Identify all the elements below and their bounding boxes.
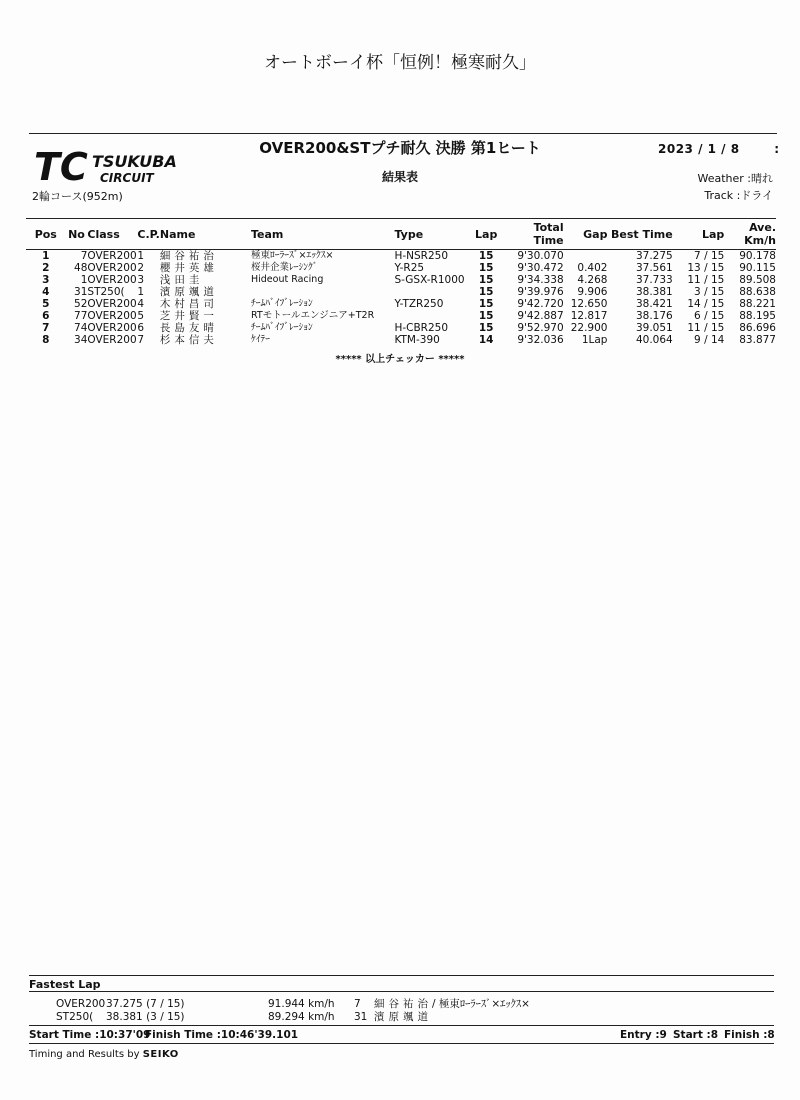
fastest-lap-no: 31: [354, 1011, 368, 1023]
cell-total-time: 9'30.472: [517, 262, 564, 274]
start-count: Start :8: [673, 1029, 719, 1041]
result-row: [26, 298, 776, 310]
cell-best-lap: 14 / 15: [687, 298, 725, 310]
fastest-lap-title: Fastest Lap: [29, 978, 101, 991]
col-pos: Pos: [26, 219, 66, 250]
col-average: [724, 219, 776, 250]
cell-name: 芝井賢一: [159, 310, 218, 322]
checker-note: ***** 以上チェッカー *****: [335, 354, 465, 365]
results-header-row: [26, 219, 776, 250]
cell-name: 長島友晴: [159, 322, 218, 334]
track-condition-label: Track :ドライ: [704, 189, 773, 202]
cell-pos: 3: [42, 274, 50, 286]
fastest-lap-name: 濱原颯道: [374, 1011, 432, 1023]
cell-average: 88.195: [739, 310, 776, 322]
event-title: オートボーイ杯「恒例！極寒耐久」: [264, 53, 536, 73]
col-average-line2: Km/h: [744, 234, 776, 247]
cell-name: 浅田圭: [159, 274, 204, 286]
cell-average: 83.877: [739, 334, 776, 346]
cell-no: 31: [74, 286, 88, 298]
cell-cp: 1: [137, 250, 145, 262]
cell-best-lap: 11 / 15: [687, 322, 725, 334]
fastest-lap-speed: 91.944 km/h: [268, 998, 335, 1010]
cell-class: OVER200: [87, 322, 137, 334]
cell-type: H-CBR250: [394, 322, 449, 334]
cell-gap: [564, 250, 608, 263]
cell-class: OVER200: [87, 250, 137, 262]
cell-total-time: 9'34.338: [517, 274, 564, 286]
cell-best-time: 37.733: [635, 274, 673, 286]
cell-type: S-GSX-R1000: [394, 274, 465, 286]
cell-pos: 4: [42, 286, 50, 298]
cell-lap: 15: [478, 250, 494, 262]
fastest-lap-row: [56, 1009, 432, 1024]
cell-no: 48: [74, 262, 88, 274]
cell-name: 木村昌司: [159, 298, 218, 310]
logo-mark: TC: [34, 145, 88, 189]
logo-line1: TSUKUBA: [92, 152, 177, 171]
cell-no: 77: [74, 310, 88, 322]
cell-best-time: 38.421: [635, 298, 673, 310]
col-best-lap: Lap: [673, 219, 725, 250]
fastest-lap-title-rule: [29, 991, 774, 992]
col-total-time: Total Time: [500, 219, 564, 250]
result-row: [26, 310, 776, 322]
cell-team: Hideout Racing: [250, 274, 324, 285]
fastest-lap-speed: 89.294 km/h: [268, 1011, 335, 1023]
cell-average: 86.696: [739, 322, 776, 334]
result-row: [26, 274, 776, 286]
cell-best-time: 38.176: [635, 310, 673, 322]
cell-lap: 15: [478, 274, 494, 286]
race-date-value: 2023 / 1 / 8: [658, 142, 740, 156]
cell-pos: 8: [42, 334, 50, 346]
cell-team: RTモトールエンジニア+T2R: [250, 310, 375, 321]
cell-cp: 4: [137, 298, 145, 310]
result-row: [26, 334, 776, 346]
cell-pos: 2: [42, 262, 50, 274]
cell-average: 90.178: [739, 250, 776, 262]
cell-lap: 15: [478, 262, 494, 274]
cell-gap: 0.402: [577, 262, 608, 274]
cell-team: ｹｲﾃｰ: [250, 334, 270, 345]
fastest-lap-class: OVER200: [56, 998, 106, 1010]
cell-type: Y-TZR250: [394, 298, 444, 310]
col-type: Type: [394, 219, 472, 250]
cell-lap: 14: [478, 334, 494, 346]
entry-count: Entry :9: [620, 1029, 667, 1041]
cell-team: 桜井企業ﾚｰｼﾝｸﾞ: [250, 262, 318, 273]
cell-name: 濱原颯道: [159, 286, 218, 298]
course-label: 2輪コース(952m): [32, 190, 123, 203]
weather-label: Weather :晴れ: [697, 172, 773, 185]
cell-cp: 3: [137, 274, 145, 286]
fastest-lap-name: 細谷祐治: [374, 998, 432, 1010]
cell-total-time: 9'39.976: [517, 286, 564, 298]
cell-team: [251, 286, 394, 298]
cell-total-time: 9'30.070: [517, 250, 564, 262]
cell-class: ST250(: [87, 286, 125, 298]
race-title: OVER200&STプチ耐久 決勝 第1ヒート: [259, 139, 541, 157]
race-date: [658, 142, 780, 156]
cell-best-lap: 3 / 15: [694, 286, 725, 298]
cell-no: 7: [80, 250, 88, 262]
result-row: [26, 322, 776, 334]
start-time: Start Time :10:37'09: [29, 1029, 151, 1041]
cell-gap: 12.817: [570, 310, 608, 322]
cell-team: 極東ﾛｰﾗｰｽﾞ×ｴｯｸｽ×: [250, 250, 334, 261]
cell-average: 88.221: [739, 298, 776, 310]
cell-gap: 12.650: [570, 298, 608, 310]
cell-pos: 6: [42, 310, 50, 322]
results-body: [26, 250, 776, 347]
cell-class: OVER200: [87, 310, 137, 322]
result-row: [26, 262, 776, 274]
cell-cp: 6: [137, 322, 145, 334]
fastest-lap-top-rule: [29, 975, 774, 976]
cell-average: 90.115: [739, 262, 776, 274]
col-no: No: [66, 219, 88, 250]
timing-credit: [29, 1049, 179, 1060]
cell-type: [394, 310, 472, 322]
cell-cp: 1: [137, 286, 145, 298]
col-lap: Lap: [472, 219, 500, 250]
cell-gap: 4.268: [577, 274, 608, 286]
cell-no: 74: [74, 322, 88, 334]
cell-lap: 15: [478, 298, 494, 310]
logo-line2: CIRCUIT: [100, 171, 154, 185]
result-row: [26, 250, 776, 263]
cell-cp: 5: [137, 310, 145, 322]
cell-best-time: 39.051: [635, 322, 673, 334]
cell-name: 杉本信夫: [159, 334, 218, 346]
footer-top-rule: [29, 1025, 774, 1026]
fastest-lap-class: ST250(: [56, 1011, 94, 1023]
cell-lap: 15: [478, 310, 494, 322]
cell-class: OVER200: [87, 334, 137, 346]
cell-pos: 5: [42, 298, 50, 310]
fastest-lap-time: 37.275 (7 / 15): [106, 998, 185, 1010]
cell-pos: 7: [42, 322, 50, 334]
cell-best-time: 38.381: [635, 286, 673, 298]
fastest-lap-team: / 極東ﾛｰﾗｰｽﾞ×ｴｯｸｽ×: [432, 998, 530, 1010]
cell-no: 34: [74, 334, 88, 346]
cell-name: 櫻井英雄: [159, 262, 218, 274]
col-best-time: Best Time: [607, 219, 672, 250]
cell-best-lap: 7 / 15: [694, 250, 725, 262]
cell-best-time: 40.064: [635, 334, 673, 346]
footer-bottom-rule: [29, 1043, 774, 1044]
cell-total-time: 9'32.036: [517, 334, 564, 346]
cell-best-lap: 9 / 14: [694, 334, 725, 346]
cell-team: ﾁｰﾑﾊﾞｲﾌﾞﾚｰｼｮﾝ: [250, 298, 313, 309]
col-average-line1: Ave.: [749, 221, 776, 234]
cell-cp: 2: [137, 262, 145, 274]
cell-best-lap: 11 / 15: [687, 274, 725, 286]
cell-total-time: 9'42.887: [517, 310, 564, 322]
cell-class: OVER200: [87, 298, 137, 310]
race-date-suffix: :: [774, 142, 780, 156]
col-team: Team: [251, 219, 394, 250]
result-row: [26, 286, 776, 298]
cell-name: 細谷祐治: [159, 250, 218, 262]
cell-gap: 1Lap: [581, 334, 608, 346]
finish-count: Finish :8: [724, 1029, 775, 1041]
cell-total-time: 9'52.970: [517, 322, 564, 334]
cell-gap: 9.906: [577, 286, 608, 298]
cell-class: OVER200: [87, 274, 137, 286]
cell-type: [394, 286, 472, 298]
cell-team: ﾁｰﾑﾊﾞｲﾌﾞﾚｰｼｮﾝ: [250, 322, 313, 333]
col-name: Name: [160, 219, 251, 250]
cell-average: 88.638: [739, 286, 776, 298]
col-cp: C.P.: [137, 219, 159, 250]
timing-credit-text: Timing and Results by: [29, 1049, 140, 1060]
cell-average: 89.508: [739, 274, 776, 286]
finish-time: Finish Time :10:46'39.101: [145, 1029, 299, 1041]
cell-total-time: 9'42.720: [517, 298, 564, 310]
cell-pos: 1: [42, 250, 50, 262]
cell-best-lap: 6 / 15: [694, 310, 725, 322]
cell-no: 52: [74, 298, 88, 310]
cell-no: 1: [80, 274, 88, 286]
cell-type: KTM-390: [394, 334, 440, 346]
cell-best-time: 37.561: [635, 262, 673, 274]
fastest-lap-time: 38.381 (3 / 15): [106, 1011, 185, 1023]
cell-class: OVER200: [87, 262, 137, 274]
cell-gap: 22.900: [570, 322, 608, 334]
cell-lap: 15: [478, 286, 494, 298]
cell-lap: 15: [478, 322, 494, 334]
col-class: Class: [87, 219, 137, 250]
results-table: [26, 218, 776, 346]
cell-best-lap: 13 / 15: [687, 262, 725, 274]
results-subtitle: 結果表: [381, 170, 418, 184]
cell-type: Y-R25: [394, 262, 425, 274]
fastest-lap-no: 7: [354, 998, 361, 1010]
col-gap: Gap: [564, 219, 608, 250]
cell-cp: 7: [137, 334, 145, 346]
cell-type: H-NSR250: [394, 250, 448, 262]
cell-best-time: 37.275: [635, 250, 673, 262]
header-top-rule: [29, 133, 777, 134]
seiko-logo: SEIKO: [142, 1049, 179, 1060]
